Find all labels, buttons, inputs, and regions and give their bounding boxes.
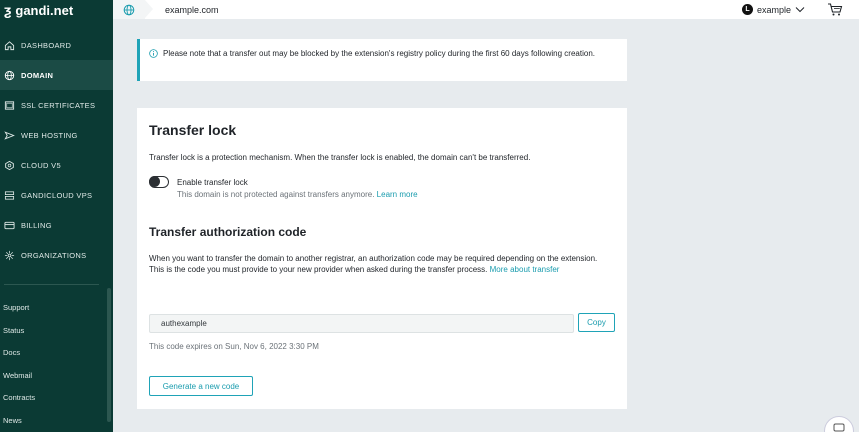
- user-menu[interactable]: [742, 0, 805, 19]
- sidebar-item-ssl-certificates[interactable]: [0, 90, 113, 120]
- card-icon: [4, 220, 15, 231]
- organization-icon: [4, 250, 15, 261]
- user-name: example: [756, 4, 791, 15]
- cloud-icon: [4, 160, 15, 171]
- auth-code-description-2: This is the code you must provide to your new provider when asked during the transfer process.: [149, 265, 488, 274]
- auth-code-description-2-wrap: [149, 264, 609, 275]
- sidebar-item-label: DASHBOARD: [21, 40, 72, 50]
- notice-text: Please note that a transfer out may be blocked by the extension's registry policy during the first 60 days following creation.: [163, 49, 595, 58]
- auth-code-title: Transfer authorization code: [149, 225, 307, 239]
- home-icon: [4, 40, 15, 51]
- breadcrumb-domain[interactable]: example.com: [165, 4, 219, 15]
- toggle-knob: [149, 176, 160, 187]
- generate-code-button[interactable]: Generate a new code: [149, 376, 253, 396]
- transfer-lock-description: Transfer lock is a protection mechanism. When the transfer lock is enabled, the domain can't be transferred.: [149, 153, 531, 162]
- sidebar-nav: [0, 30, 113, 270]
- sidebar-item-billing[interactable]: [0, 210, 113, 240]
- auth-code-description-1: When you want to transfer the domain to another registrar, an authorization code may be required depending on the extension.: [149, 254, 598, 263]
- brand-name: gandi.net: [15, 2, 74, 18]
- transfer-lock-status: [177, 190, 418, 199]
- gandi-logo-icon: ƺ: [4, 2, 12, 18]
- sidebar-link-support[interactable]: Support: [3, 303, 30, 312]
- transfer-card: [137, 108, 627, 409]
- sidebar-item-cloud-v5[interactable]: [0, 150, 113, 180]
- cart-icon[interactable]: [827, 2, 843, 17]
- chat-button[interactable]: [824, 416, 854, 432]
- sidebar-item-label: GANDICLOUD VPS: [21, 190, 93, 200]
- breadcrumb-home[interactable]: [113, 0, 145, 19]
- info-icon: [149, 49, 158, 58]
- avatar: L: [742, 4, 753, 15]
- globe-icon: [4, 70, 15, 81]
- sidebar: [0, 0, 113, 432]
- server-icon: [4, 190, 15, 201]
- sidebar-item-dashboard[interactable]: [0, 30, 113, 60]
- sidebar-links: [0, 297, 113, 432]
- sidebar-item-domain[interactable]: [0, 60, 113, 90]
- copy-button[interactable]: Copy: [578, 313, 615, 332]
- sidebar-item-organizations[interactable]: [0, 240, 113, 270]
- learn-more-link[interactable]: Learn more: [376, 190, 418, 199]
- auth-code-field[interactable]: [149, 314, 574, 333]
- globe-icon: [123, 4, 135, 16]
- transfer-lock-title: Transfer lock: [149, 122, 237, 138]
- sidebar-item-web-hosting[interactable]: [0, 120, 113, 150]
- more-about-transfer-link[interactable]: More about transfer: [489, 265, 560, 274]
- sidebar-link-contracts[interactable]: Contracts: [3, 393, 36, 402]
- sidebar-divider: [4, 284, 99, 285]
- sidebar-link-docs[interactable]: Docs: [3, 348, 21, 357]
- sidebar-item-label: WEB HOSTING: [21, 130, 78, 140]
- sidebar-link-status[interactable]: Status: [3, 325, 25, 335]
- web-hosting-icon: [4, 130, 15, 141]
- gandi-logo[interactable]: [0, 0, 113, 20]
- top-bar: [113, 0, 859, 19]
- auth-code-description: [149, 253, 609, 275]
- auth-code-expiry: This code expires on Sun, Nov 6, 2022 3:30 PM: [149, 342, 319, 351]
- certificate-icon: [4, 100, 15, 111]
- sidebar-item-gandicloud-vps[interactable]: [0, 180, 113, 210]
- sidebar-item-label: CLOUD V5: [21, 160, 61, 170]
- sidebar-item-label: SSL CERTIFICATES: [21, 100, 96, 110]
- transfer-lock-toggle[interactable]: [149, 176, 169, 188]
- chat-icon: [833, 423, 845, 432]
- transfer-notice: [137, 39, 627, 81]
- sidebar-link-news[interactable]: News: [3, 415, 22, 425]
- transfer-lock-toggle-label: Enable transfer lock: [177, 178, 248, 187]
- sidebar-item-label: BILLING: [21, 220, 52, 230]
- sidebar-link-webmail[interactable]: Webmail: [3, 370, 33, 380]
- sidebar-item-label: ORGANIZATIONS: [21, 250, 87, 260]
- sidebar-item-label: DOMAIN: [21, 70, 54, 80]
- transfer-lock-status-text: This domain is not protected against transfers anymore.: [177, 190, 375, 199]
- sidebar-scrollbar[interactable]: [107, 288, 111, 422]
- chevron-down-icon: [795, 6, 805, 13]
